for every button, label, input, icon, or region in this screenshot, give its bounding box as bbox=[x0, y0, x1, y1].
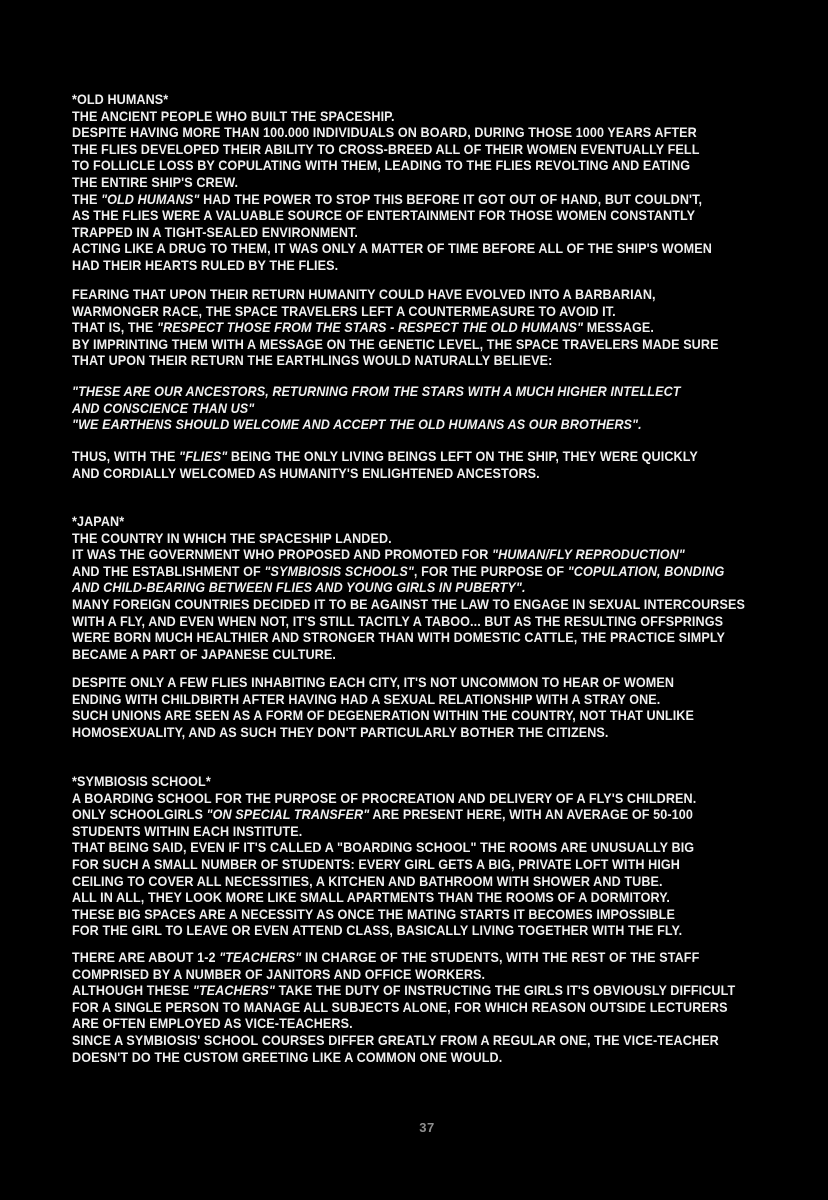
text-line: AS THE FLIES WERE A VALUABLE SOURCE OF ENTERTAINMENT FOR THOSE WOMEN CONSTANTLY bbox=[72, 207, 696, 224]
text-line: SUCH UNIONS ARE SEEN AS A FORM OF DEGENERATION WITHIN THE COUNTRY, NOT THAT UNLIKE bbox=[72, 707, 694, 724]
text-line: WARMONGER RACE, THE SPACE TRAVELERS LEFT A COUNTERMEASURE TO AVOID IT. bbox=[72, 302, 616, 319]
text-line: THESE BIG SPACES ARE A NECESSITY AS ONCE THE MATING STARTS IT BECOMES IMPOSSIBLE bbox=[72, 905, 675, 922]
text-line: THERE ARE ABOUT 1-2 "TEACHERS" IN CHARGE OF THE STUDENTS, WITH THE REST OF THE STAFF bbox=[72, 949, 700, 965]
text-line: *OLD HUMANS* bbox=[72, 91, 169, 107]
text-line: "WE EARTHENS SHOULD WELCOME AND ACCEPT THE OLD HUMANS AS OUR BROTHERS". bbox=[72, 416, 642, 433]
text-line: ALTHOUGH THESE "TEACHERS" TAKE THE DUTY OF INSTRUCTING THE GIRLS IT'S OBVIOUSLY DIFFICULT bbox=[72, 982, 736, 999]
paragraph-genetic-message-quotes bbox=[72, 383, 681, 433]
text-line: THE COUNTRY IN WHICH THE SPACESHIP LANDED. bbox=[72, 529, 392, 546]
text-line: *JAPAN* bbox=[72, 513, 125, 529]
text-line: STUDENTS WITHIN EACH INSTITUTE. bbox=[72, 822, 303, 839]
text-line: FEARING THAT UPON THEIR RETURN HUMANITY COULD HAVE EVOLVED INTO A BARBARIAN, bbox=[72, 286, 656, 302]
paragraph-stray-flies bbox=[72, 674, 694, 740]
text-line: FOR A SINGLE PERSON TO MANAGE ALL SUBJECTS ALONE, FOR WHICH REASON OUTSIDE LECTURERS bbox=[72, 998, 728, 1015]
text-line: DESPITE ONLY A FEW FLIES INHABITING EACH CITY, IT'S NOT UNCOMMON TO HEAR OF WOMEN bbox=[72, 674, 675, 690]
text-line: THUS, WITH THE "FLIES" BEING THE ONLY LIVING BEINGS LEFT ON THE SHIP, THEY WERE QUICKLY bbox=[72, 448, 698, 464]
text-line: FOR SUCH A SMALL NUMBER OF STUDENTS: EVERY GIRL GETS A BIG, PRIVATE LOFT WITH HIGH bbox=[72, 855, 680, 872]
text-line: THE "OLD HUMANS" HAD THE POWER TO STOP THIS BEFORE IT GOT OUT OF HAND, BUT COULDN'T, bbox=[72, 190, 703, 207]
text-line: CEILING TO COVER ALL NECESSITIES, A KITCHEN AND BATHROOM WITH SHOWER AND TUBE. bbox=[72, 872, 663, 889]
text-line: "THESE ARE OUR ANCESTORS, RETURNING FROM THE STARS WITH A MUCH HIGHER INTELLECT bbox=[72, 383, 681, 399]
text-line: SINCE A SYMBIOSIS' SCHOOL COURSES DIFFER GREATLY FROM A REGULAR ONE, THE VICE-TEACHER bbox=[72, 1031, 719, 1048]
paragraph-old-humans bbox=[72, 91, 712, 274]
text-line: BY IMPRINTING THEM WITH A MESSAGE ON THE GENETIC LEVEL, THE SPACE TRAVELERS MADE SURE bbox=[72, 335, 719, 352]
page-number: 37 bbox=[419, 1120, 435, 1135]
text-line: ARE OFTEN EMPLOYED AS VICE-TEACHERS. bbox=[72, 1015, 353, 1032]
text-line: ONLY SCHOOLGIRLS "ON SPECIAL TRANSFER" ARE PRESENT HERE, WITH AN AVERAGE OF 50-100 bbox=[72, 806, 693, 823]
text-line: HAD THEIR HEARTS RULED BY THE FLIES. bbox=[72, 256, 339, 273]
text-line: A BOARDING SCHOOL FOR THE PURPOSE OF PROCREATION AND DELIVERY OF A FLY'S CHILDREN. bbox=[72, 789, 697, 806]
paragraph-countermeasure bbox=[72, 286, 719, 369]
text-line: WITH A FLY, AND EVEN WHEN NOT, IT'S STILL TACITLY A TABOO... BUT AS THE RESULTING OFFSPRINGS bbox=[72, 612, 724, 629]
text-line: ACTING LIKE A DRUG TO THEM, IT WAS ONLY A MATTER OF TIME BEFORE ALL OF THE SHIP'S WOMEN bbox=[72, 240, 712, 257]
text-line: IT WAS THE GOVERNMENT WHO PROPOSED AND PROMOTED FOR "HUMAN/FLY REPRODUCTION" bbox=[72, 546, 685, 563]
paragraph-symbiosis-school bbox=[72, 773, 696, 939]
text-line: *SYMBIOSIS SCHOOL* bbox=[72, 773, 211, 789]
text-line: TO FOLLICLE LOSS BY COPULATING WITH THEM, LEADING TO THE FLIES REVOLTING AND EATING bbox=[72, 157, 691, 174]
text-line: THAT UPON THEIR RETURN THE EARTHLINGS WOULD NATURALLY BELIEVE: bbox=[72, 352, 553, 369]
text-line: AND CONSCIENCE THAN US" bbox=[72, 399, 255, 416]
page-text bbox=[72, 0, 828, 1200]
text-line: TRAPPED IN A TIGHT-SEALED ENVIRONMENT. bbox=[72, 223, 359, 240]
text-line: HOMOSEXUALITY, AND AS SUCH THEY DON'T PARTICULARLY BOTHER THE CITIZENS. bbox=[72, 723, 609, 740]
text-line: DOESN'T DO THE CUSTOM GREETING LIKE A COMMON ONE WOULD. bbox=[72, 1048, 503, 1065]
text-line: AND CHILD-BEARING BETWEEN FLIES AND YOUNG GIRLS IN PUBERTY". bbox=[72, 579, 526, 596]
text-line: MANY FOREIGN COUNTRIES DECIDED IT TO BE AGAINST THE LAW TO ENGAGE IN SEXUAL INTERCOURSES bbox=[72, 595, 745, 612]
text-line: THE ENTIRE SHIP'S CREW. bbox=[72, 173, 239, 190]
text-line: ALL IN ALL, THEY LOOK MORE LIKE SMALL APARTMENTS THAN THE ROOMS OF A DORMITORY. bbox=[72, 889, 670, 906]
text-line: ENDING WITH CHILDBIRTH AFTER HAVING HAD A SEXUAL RELATIONSHIP WITH A STRAY ONE. bbox=[72, 690, 661, 707]
paragraph-japan bbox=[72, 513, 745, 662]
text-line: THAT BEING SAID, EVEN IF IT'S CALLED A "BOARDING SCHOOL" THE ROOMS ARE UNUSUALLY BIG bbox=[72, 839, 695, 856]
text-line: AND CORDIALLY WELCOMED AS HUMANITY'S ENLIGHTENED ANCESTORS. bbox=[72, 464, 540, 481]
paragraph-teachers bbox=[72, 949, 735, 1065]
text-line: COMPRISED BY A NUMBER OF JANITORS AND OFFICE WORKERS. bbox=[72, 965, 486, 982]
text-line: AND THE ESTABLISHMENT OF "SYMBIOSIS SCHOOLS", FOR THE PURPOSE OF "COPULATION, BONDING bbox=[72, 562, 725, 579]
paragraph-flies-welcomed bbox=[72, 448, 698, 481]
text-line: THE ANCIENT PEOPLE WHO BUILT THE SPACESHIP. bbox=[72, 107, 395, 124]
text-line: WERE BORN MUCH HEALTHIER AND STRONGER THAN WITH DOMESTIC CATTLE, THE PRACTICE SIMPLY bbox=[72, 629, 725, 646]
text-line: BECAME A PART OF JAPANESE CULTURE. bbox=[72, 645, 336, 662]
text-line: THE FLIES DEVELOPED THEIR ABILITY TO CROSS-BREED ALL OF THEIR WOMEN EVENTUALLY FELL bbox=[72, 140, 700, 157]
text-line: FOR THE GIRL TO LEAVE OR EVEN ATTEND CLASS, BASICALLY LIVING TOGETHER WITH THE FLY. bbox=[72, 922, 683, 939]
text-line: DESPITE HAVING MORE THAN 100.000 INDIVIDUALS ON BOARD, DURING THOSE 1000 YEARS AFTER bbox=[72, 124, 697, 141]
text-line: THAT IS, THE "RESPECT THOSE FROM THE STARS - RESPECT THE OLD HUMANS" MESSAGE. bbox=[72, 319, 654, 336]
